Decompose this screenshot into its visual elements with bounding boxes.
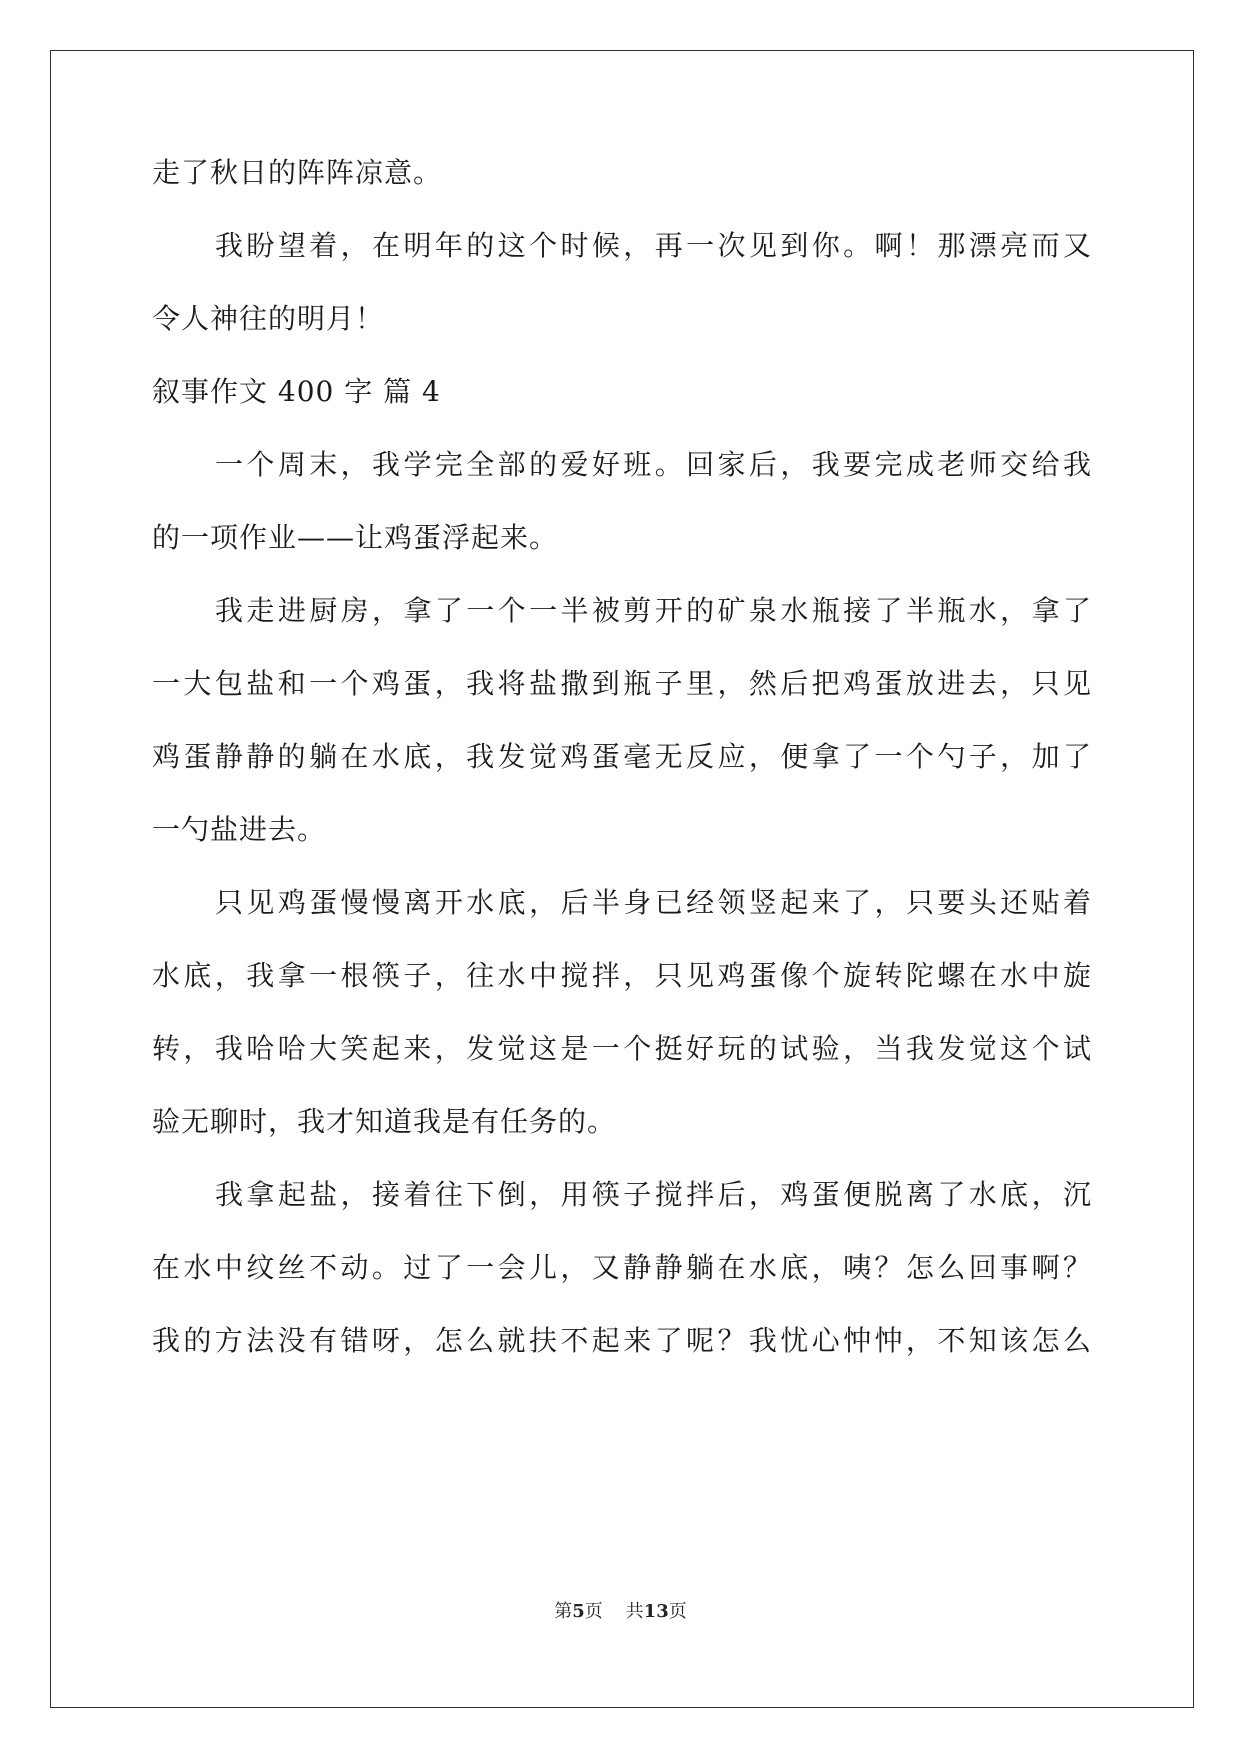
page-suffix: 页	[584, 1601, 603, 1622]
text-line: 鸡蛋静静的躺在水底，我发觉鸡蛋毫无反应，便拿了一个勺子，加了	[152, 740, 1092, 773]
paragraph-line: 我走进厨房，拿了一个一半被剪开的矿泉水瓶接了半瓶水，拿了	[215, 594, 1092, 627]
text-line: 走了秋日的阵阵凉意。	[152, 156, 443, 189]
paragraph-line: 一个周末，我学完全部的爱好班。回家后，我要完成老师交给我	[215, 448, 1092, 481]
paragraph-line: 我盼望着，在明年的这个时候，再一次见到你。啊！那漂亮而又	[215, 229, 1092, 262]
total-prefix: 共	[625, 1601, 644, 1622]
text-line: 一勺盐进去。	[152, 813, 327, 846]
total-suffix: 页	[668, 1601, 687, 1622]
text-line: 令人神往的明月！	[152, 302, 385, 335]
text-line: 水底，我拿一根筷子，往水中搅拌，只见鸡蛋像个旋转陀螺在水中旋	[152, 959, 1092, 992]
page-number: 5	[572, 1601, 585, 1622]
page-footer	[0, 1600, 1241, 1624]
paragraph-line: 我拿起盐，接着往下倒，用筷子搅拌后，鸡蛋便脱离了水底，沉	[215, 1178, 1092, 1211]
paragraph-line: 只见鸡蛋慢慢离开水底，后半身已经领竖起来了，只要头还贴着	[215, 886, 1092, 919]
text-line: 我的方法没有错呀，怎么就扶不起来了呢？我忧心忡忡，不知该怎么	[152, 1324, 1092, 1357]
text-line: 转，我哈哈大笑起来，发觉这是一个挺好玩的试验，当我发觉这个试	[152, 1032, 1092, 1065]
text-line: 在水中纹丝不动。过了一会儿，又静静躺在水底，咦？怎么回事啊？	[152, 1251, 1092, 1284]
total-pages: 13	[643, 1601, 669, 1622]
page-prefix: 第	[554, 1601, 573, 1622]
text-line: 验无聊时，我才知道我是有任务的。	[152, 1105, 617, 1138]
text-line: 的一项作业——让鸡蛋浮起来。	[152, 521, 559, 554]
text-line: 一大包盐和一个鸡蛋，我将盐撒到瓶子里，然后把鸡蛋放进去，只见	[152, 667, 1092, 700]
section-heading: 叙事作文 400 字 篇 4	[152, 375, 441, 408]
